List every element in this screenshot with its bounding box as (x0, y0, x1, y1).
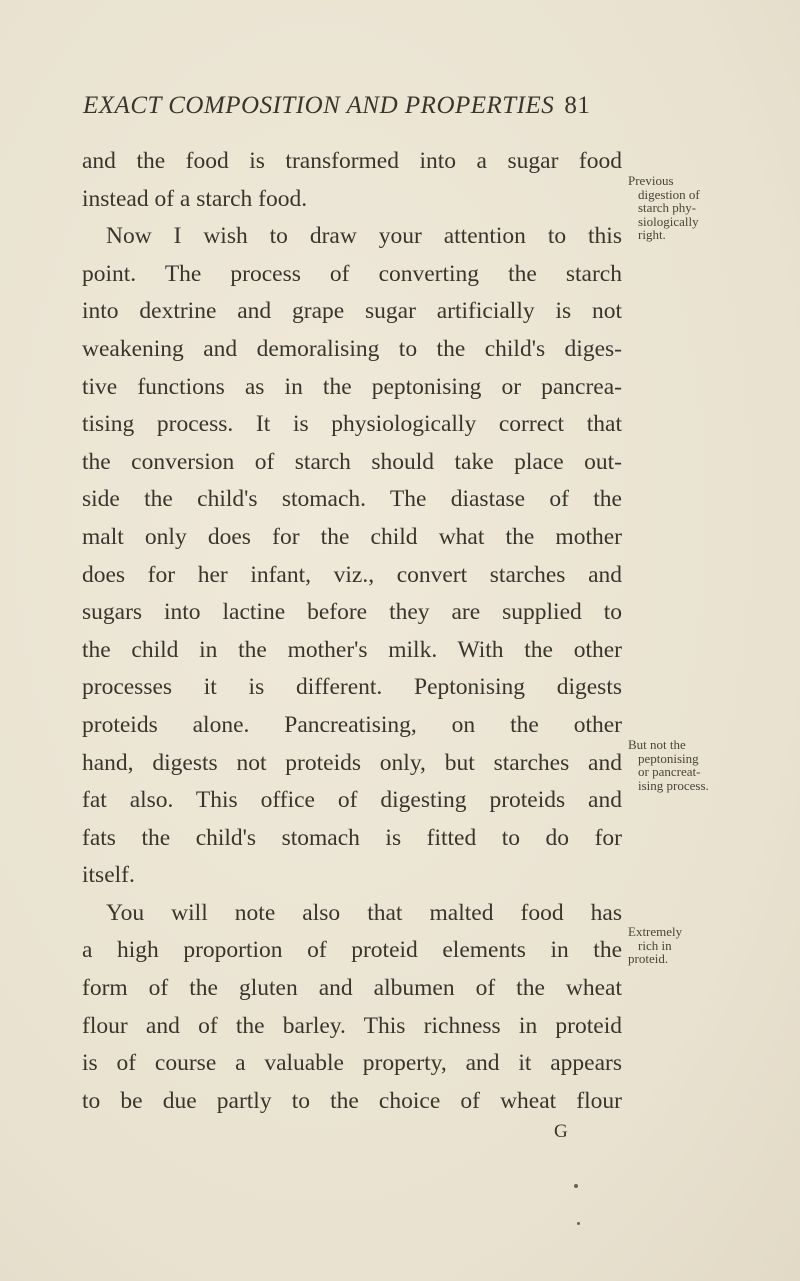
text-line: itself. (82, 862, 135, 889)
paper-speck (574, 1184, 578, 1188)
text-line: sugars into lactine before they are supplied to (82, 599, 622, 626)
margin-note-line: Previous (628, 173, 674, 188)
text-line: processes it is different. Peptonising digests (82, 674, 622, 701)
text-line: to be due partly to the choice of wheat flour (82, 1087, 622, 1114)
margin-note-line: right. (638, 227, 666, 242)
text-line: Now I wish to draw your attention to this (106, 223, 622, 250)
text-line: hand, digests not proteids only, but starches and (82, 749, 622, 776)
margin-note-line: proteid. (628, 951, 669, 966)
margin-note-rich-in-proteid (628, 925, 798, 966)
margin-note-previous-digestion (628, 174, 798, 242)
text-line: proteids alone. Pancreatising, on the other (82, 711, 622, 738)
text-line: weakening and demoralising to the child's diges- (82, 335, 622, 362)
text-line: flour and of the barley. This richness in proteid (82, 1012, 622, 1039)
margin-note-line: peptonising (638, 750, 699, 766)
running-header (83, 92, 683, 120)
running-title: EXACT COMPOSITION AND PROPERTIES (83, 92, 555, 119)
text-line: fat also. This office of digesting proteids and (82, 787, 622, 814)
text-line: tive functions as in the peptonising or pancrea- (82, 373, 622, 400)
margin-note-line: digestion of (638, 186, 700, 202)
text-line: side the child's stomach. The diastase of the (82, 486, 622, 513)
text-line: malt only does for the child what the mother (82, 523, 622, 550)
margin-note-line: siologically (638, 213, 699, 229)
text-line: tising process. It is physiologically correct that (82, 411, 622, 438)
body-text (82, 143, 622, 1120)
text-line: is of course a valuable property, and it appears (82, 1050, 622, 1077)
margin-note-line: ising process. (638, 777, 709, 793)
signature-mark: G (554, 1121, 568, 1142)
margin-note-line: starch phy- (638, 200, 697, 215)
text-line: the child in the mother's milk. With the other (82, 636, 622, 663)
text-line: does for her infant, viz., convert starches and (82, 561, 622, 588)
text-line: fats the child's stomach is fitted to do for (82, 824, 622, 851)
margin-note-line: Extremely (628, 924, 683, 939)
margin-note-not-peptonising (628, 738, 798, 792)
text-line: You will note also that malted food has (106, 899, 622, 926)
text-line: instead of a starch food. (82, 185, 308, 212)
paper-speck (577, 1222, 580, 1225)
margin-note-line: or pancreat- (638, 764, 701, 779)
text-line: point. The process of converting the starch (82, 260, 622, 287)
margin-note-line: But not the (628, 737, 686, 752)
text-line: a high proportion of proteid elements in the (82, 937, 622, 964)
text-line: into dextrine and grape sugar artificially is not (82, 298, 622, 325)
text-line: and the food is transformed into a sugar food (82, 148, 622, 174)
text-line: form of the gluten and albumen of the wheat (82, 975, 622, 1002)
text-line: the conversion of starch should take place out- (82, 448, 622, 475)
margin-note-line: rich in (638, 937, 672, 953)
page-number: 81 (564, 92, 591, 119)
